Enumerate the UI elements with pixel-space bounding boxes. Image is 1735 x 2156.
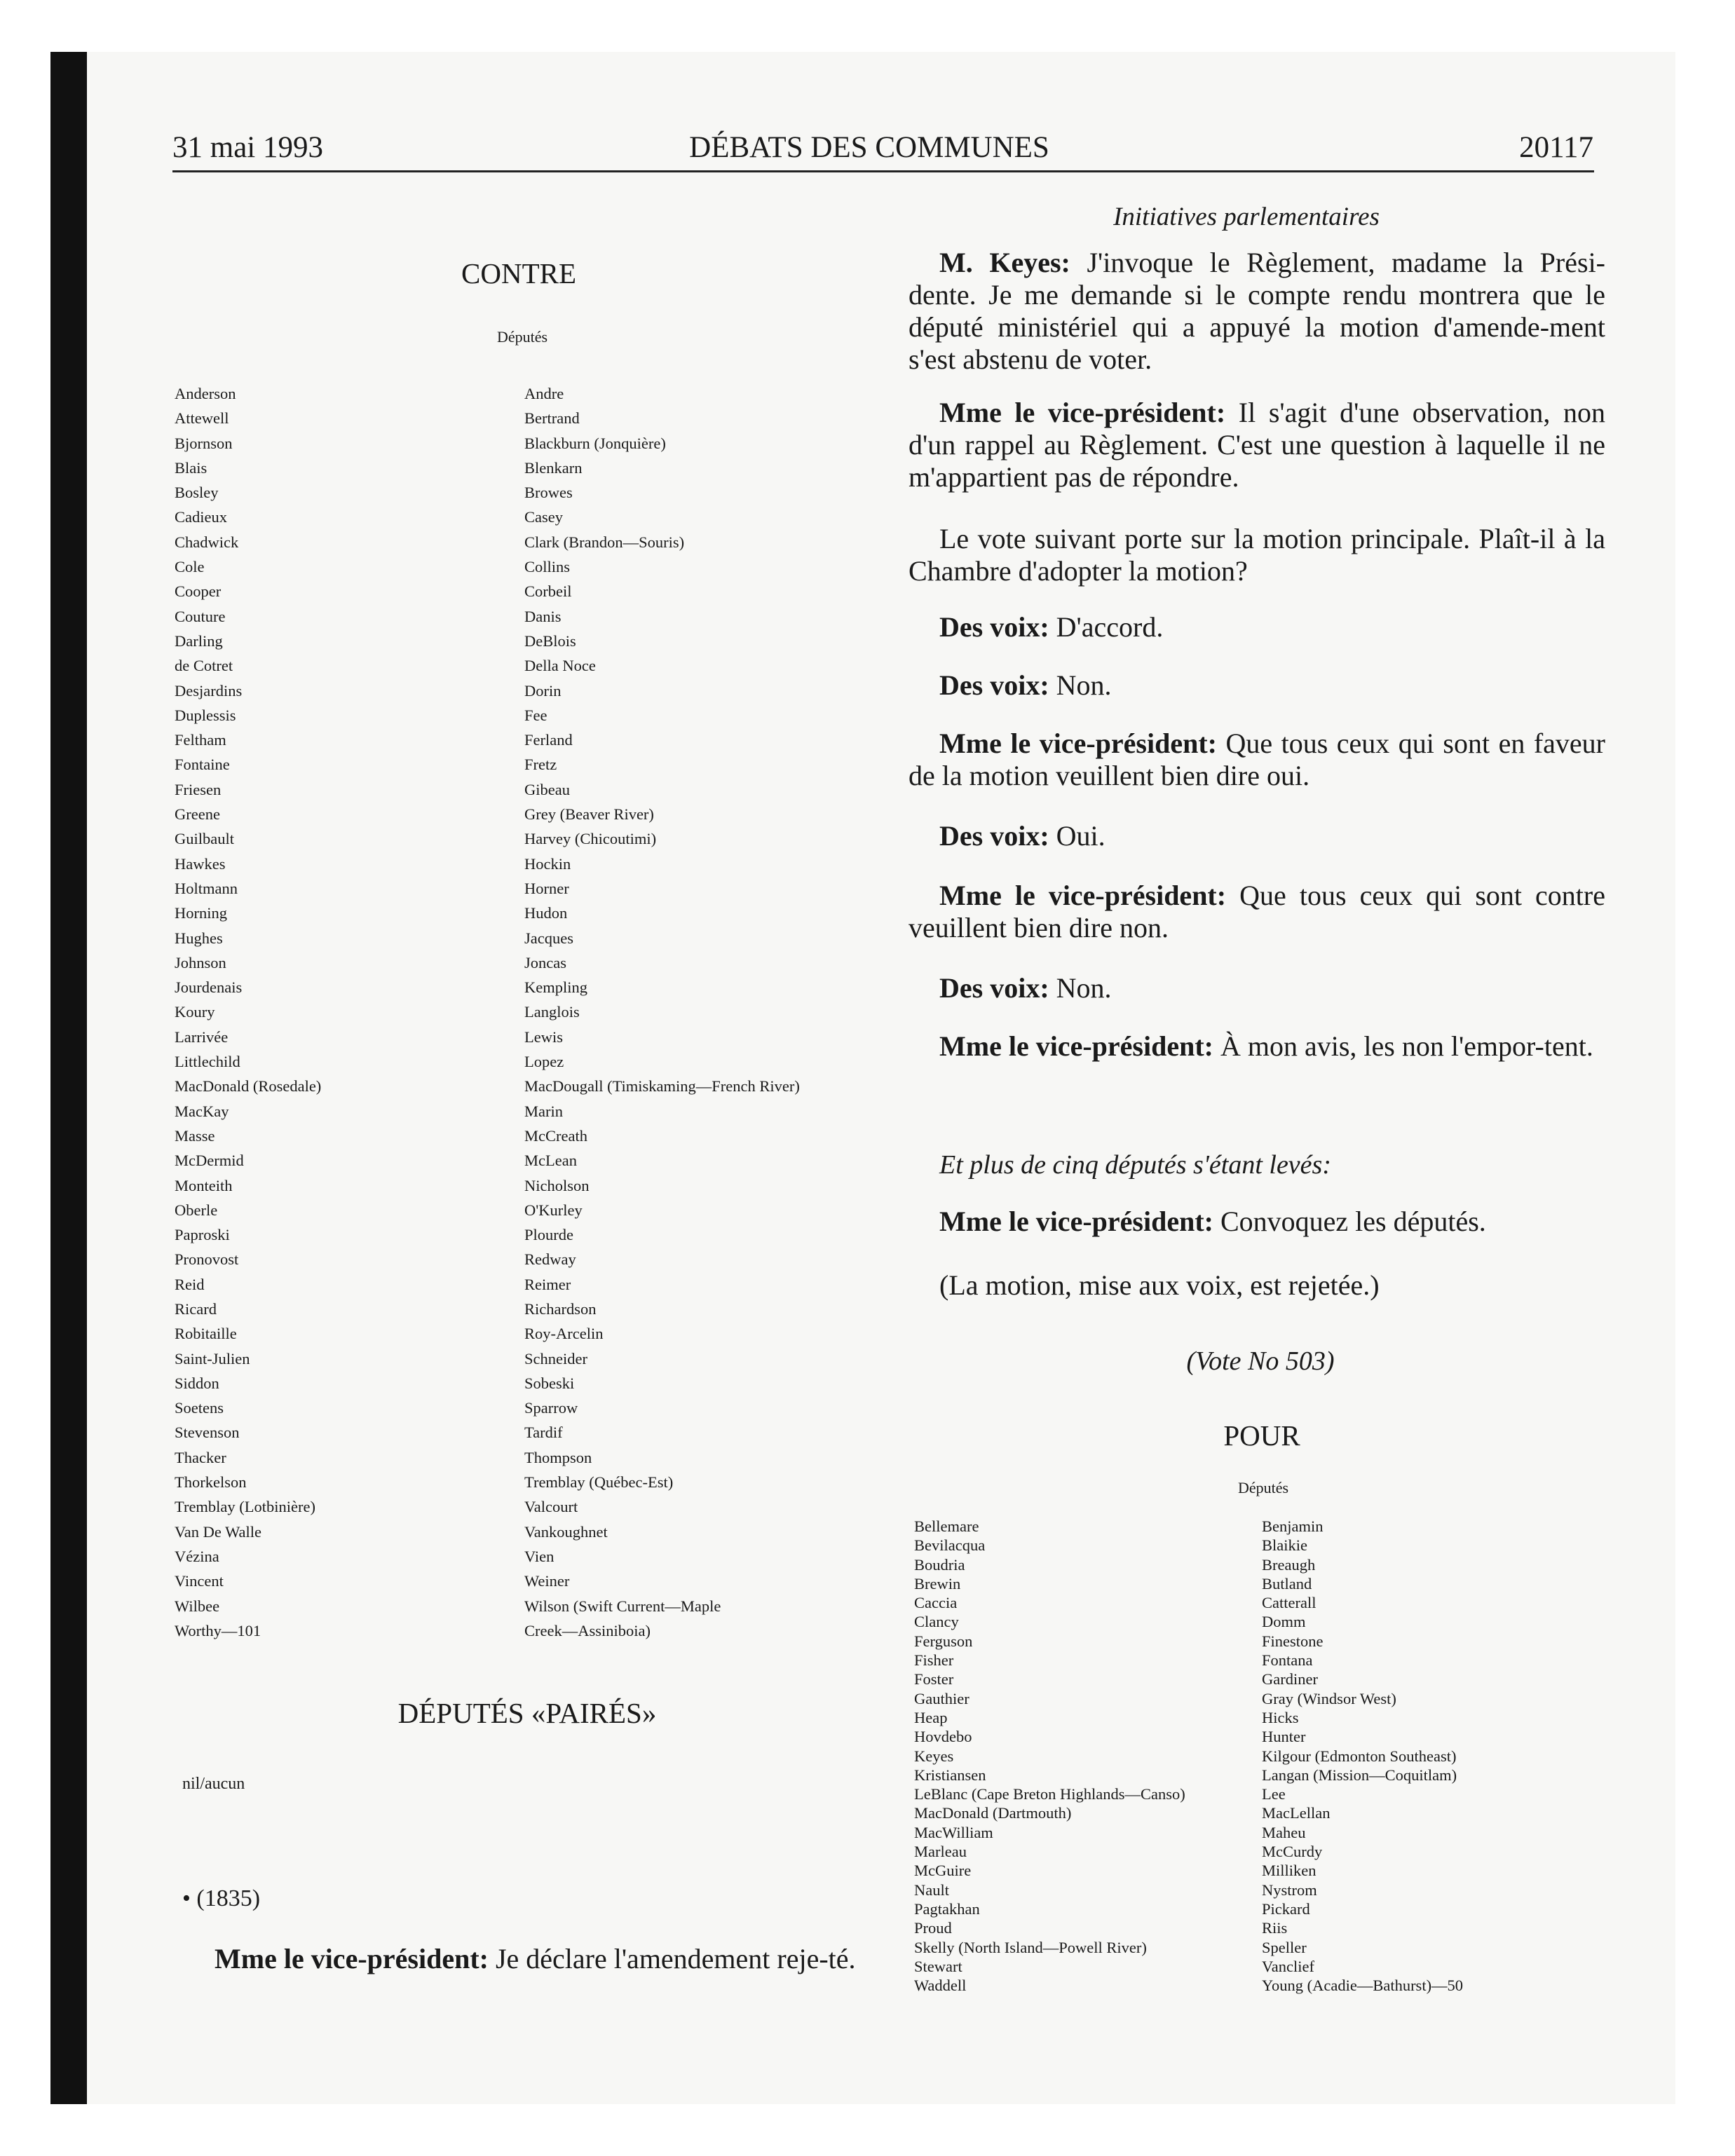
speaker-label: Mme le vice-président: xyxy=(939,880,1227,911)
deputy-name: Duplessis xyxy=(175,706,236,724)
deputy-name: Hockin xyxy=(524,854,571,873)
speaker-label: Mme le vice-président: xyxy=(215,1943,489,1974)
deputy-name: Creek—Assiniboia) xyxy=(524,1621,651,1639)
deputy-name: Gauthier xyxy=(914,1689,969,1707)
deputy-name: Friesen xyxy=(175,780,222,798)
header-title: DÉBATS DES COMMUNES xyxy=(689,131,1049,164)
deputy-name: Foster xyxy=(914,1670,954,1688)
deputy-name: MacLellan xyxy=(1262,1804,1331,1822)
paires-heading: DÉPUTÉS «PAIRÉS» xyxy=(397,1697,657,1729)
deputy-name: Gardiner xyxy=(1262,1670,1318,1688)
deputy-name: MacDougall (Timiskaming—French River) xyxy=(524,1077,800,1096)
deputy-name: Larrivée xyxy=(175,1028,229,1046)
deputy-name: Ferguson xyxy=(914,1632,973,1650)
deputy-name: Ferland xyxy=(524,731,573,749)
dialogue-paragraph xyxy=(909,523,1605,587)
deputy-name: Caccia xyxy=(914,1594,958,1612)
deputy-name: Young (Acadie—Bathurst)—50 xyxy=(1262,1977,1464,1995)
deputy-name: Grey (Beaver River) xyxy=(524,805,654,824)
dialogue-paragraph xyxy=(909,972,1605,1004)
deputy-name: Marleau xyxy=(914,1843,967,1861)
speaker-label: Des voix: xyxy=(939,972,1049,1004)
deputy-name: Heap xyxy=(914,1708,948,1726)
speech-text: Le vote suivant porte sur la motion principale. Plaît-il à la Chambre d'adopter la motion? xyxy=(909,523,1605,587)
deputy-name: Marin xyxy=(524,1102,563,1120)
deputy-name: Hughes xyxy=(175,929,223,947)
pour-list-col2 xyxy=(1262,1517,1463,1995)
deputy-name: Langan (Mission—Coquitlam) xyxy=(1262,1766,1457,1784)
deputy-name: Waddell xyxy=(914,1977,967,1995)
deputy-name: Hawkes xyxy=(175,854,226,873)
deputy-name: Jacques xyxy=(524,929,573,947)
dialogue-paragraph xyxy=(909,820,1605,852)
contre-subheading: Députés xyxy=(496,328,548,346)
deputy-name: Casey xyxy=(524,508,563,526)
speaker-label: Mme le vice-président: xyxy=(939,397,1226,428)
deputy-name: Lopez xyxy=(524,1053,564,1071)
speech-text: Oui. xyxy=(1049,820,1105,852)
deputy-name: Hunter xyxy=(1262,1728,1306,1746)
pour-subheading: Députés xyxy=(1237,1479,1289,1496)
deputy-name: Wilson (Swift Current—Maple xyxy=(524,1597,721,1615)
deputy-name: O'Kurley xyxy=(524,1201,583,1219)
left-closing-paragraph xyxy=(185,1943,885,1975)
motion-result: (La motion, mise aux voix, est rejetée.) xyxy=(939,1269,1380,1301)
deputy-name: Greene xyxy=(175,805,220,824)
deputy-name: Boudria xyxy=(914,1555,965,1574)
dialogue-paragraph xyxy=(909,247,1605,376)
deputy-name: McDermid xyxy=(175,1152,244,1170)
speaker-label: Mme le vice-président: xyxy=(939,728,1217,759)
deputy-name: Paproski xyxy=(175,1226,230,1244)
deputy-name: Desjardins xyxy=(175,681,243,700)
deputy-name: Robitaille xyxy=(175,1325,237,1343)
deputy-name: Wilbee xyxy=(175,1597,220,1615)
deputy-name: Collins xyxy=(524,558,571,576)
deputy-name: Blais xyxy=(175,458,207,477)
time-marker: • (1835) xyxy=(182,1885,261,1911)
pour-heading: POUR xyxy=(1223,1419,1300,1452)
deputy-name: Koury xyxy=(175,1003,215,1021)
deputy-name: Maheu xyxy=(1262,1823,1306,1841)
deputy-name: Redway xyxy=(524,1250,576,1269)
deputy-name: Ricard xyxy=(175,1299,217,1318)
speech-text: Il s'agit d'une observation, non d'un rappel au Règlement. C'est une question à laquelle il ne m'appartient pas de répondre. xyxy=(909,397,1605,493)
deputy-name: McCurdy xyxy=(1262,1843,1323,1861)
deputy-name: Milliken xyxy=(1262,1862,1316,1880)
stage-direction: Et plus de cinq députés s'étant levés: xyxy=(939,1150,1331,1180)
deputy-name: Joncas xyxy=(524,953,566,971)
header-rule xyxy=(172,170,1594,172)
deputy-name: Attewell xyxy=(175,409,229,428)
deputy-name: Valcourt xyxy=(524,1498,578,1516)
section-title: Initiatives parlementaires xyxy=(1113,203,1380,231)
deputy-name: MacKay xyxy=(175,1102,229,1120)
deputy-name: Plourde xyxy=(524,1226,573,1244)
deputy-name: McCreath xyxy=(524,1126,587,1145)
dialogue-paragraph xyxy=(909,669,1605,702)
deputy-name: Tremblay (Lotbinière) xyxy=(175,1498,315,1516)
contre-list-col1 xyxy=(175,381,321,1643)
deputy-name: Keyes xyxy=(914,1747,954,1765)
deputy-name: Speller xyxy=(1262,1938,1307,1956)
deputy-name: Stewart xyxy=(914,1957,962,1975)
deputy-name: Domm xyxy=(1262,1613,1306,1631)
paires-text: nil/aucun xyxy=(182,1775,245,1793)
deputy-name: MacDonald (Rosedale) xyxy=(175,1077,322,1096)
dialogue-paragraph xyxy=(909,397,1605,493)
deputy-name: Roy-Arcelin xyxy=(524,1325,604,1343)
deputy-name: Hicks xyxy=(1262,1708,1299,1726)
deputy-name: Worthy—101 xyxy=(175,1621,261,1639)
deputy-name: Proud xyxy=(914,1919,952,1937)
deputy-name: Holtmann xyxy=(175,879,238,897)
deputy-name: Soetens xyxy=(175,1399,224,1417)
deputy-name: Horner xyxy=(524,879,569,897)
dialogue-paragraph xyxy=(909,728,1605,792)
deputy-name: Bosley xyxy=(175,484,219,502)
deputy-name: Della Noce xyxy=(524,657,596,675)
deputy-name: Kristiansen xyxy=(914,1766,986,1784)
speech-text: Que tous ceux qui sont contre veuillent bien dire non. xyxy=(909,880,1605,943)
deputy-name: Fisher xyxy=(914,1651,954,1670)
deputy-name: Nault xyxy=(914,1881,949,1899)
deputy-name: Butland xyxy=(1262,1574,1312,1592)
dialogue-paragraph xyxy=(909,1030,1605,1063)
contre-heading: CONTRE xyxy=(461,257,576,289)
deputy-name: Blenkarn xyxy=(524,458,583,477)
deputy-name: Reid xyxy=(175,1275,205,1293)
deputy-name: Corbeil xyxy=(524,582,572,601)
deputy-name: Oberle xyxy=(175,1201,218,1219)
vote-number: (Vote No 503) xyxy=(1186,1346,1335,1376)
deputy-name: LeBlanc (Cape Breton Highlands—Canso) xyxy=(914,1785,1185,1803)
convoquez-paragraph xyxy=(909,1206,1605,1238)
deputy-name: Fee xyxy=(524,706,547,724)
deputy-name: Gray (Windsor West) xyxy=(1262,1689,1396,1707)
deputy-name: Tardif xyxy=(524,1424,563,1442)
deputy-name: Jourdenais xyxy=(175,978,243,997)
deputy-name: Danis xyxy=(524,607,562,625)
speaker-label: Mme le vice-président: xyxy=(939,1030,1213,1062)
deputy-name: Vien xyxy=(524,1547,554,1565)
dialogue-paragraph xyxy=(909,611,1605,643)
speaker-label: Mme le vice-président: xyxy=(939,1206,1213,1237)
deputy-name: Catterall xyxy=(1262,1594,1316,1612)
deputy-name: Thompson xyxy=(524,1448,592,1466)
deputy-name: Benjamin xyxy=(1262,1517,1324,1535)
pour-list-col1 xyxy=(914,1517,1185,1995)
deputy-name: de Cotret xyxy=(175,657,233,675)
speaker-label: Des voix: xyxy=(939,611,1049,643)
header-date: 31 mai 1993 xyxy=(172,131,323,164)
deputy-name: Tremblay (Québec-Est) xyxy=(524,1473,674,1492)
deputy-name: Langlois xyxy=(524,1003,580,1021)
deputy-name: Clancy xyxy=(914,1613,959,1631)
deputy-name: DeBlois xyxy=(524,632,576,650)
deputy-name: Thorkelson xyxy=(175,1473,247,1492)
deputy-name: Richardson xyxy=(524,1299,597,1318)
deputy-name: Guilbault xyxy=(175,830,234,848)
deputy-name: Sparrow xyxy=(524,1399,578,1417)
speech-text: Non. xyxy=(1049,972,1112,1004)
speech-text: Je déclare l'amendement reje-té. xyxy=(488,1943,856,1974)
deputy-name: Vankoughnet xyxy=(524,1522,608,1541)
deputy-name: Monteith xyxy=(175,1176,233,1194)
deputy-name: Riis xyxy=(1262,1919,1288,1937)
deputy-name: Feltham xyxy=(175,731,226,749)
deputy-name: Gibeau xyxy=(524,780,570,798)
deputy-name: Browes xyxy=(524,484,573,502)
deputy-name: Clark (Brandon—Souris) xyxy=(524,533,685,551)
dialogue-paragraph xyxy=(909,880,1605,944)
deputy-name: Kempling xyxy=(524,978,587,997)
deputy-name: Pagtakhan xyxy=(914,1899,980,1918)
deputy-name: Bellemare xyxy=(914,1517,979,1535)
deputy-name: Horning xyxy=(175,904,227,922)
deputy-name: MacDonald (Dartmouth) xyxy=(914,1804,1072,1822)
deputy-name: Skelly (North Island—Powell River) xyxy=(914,1938,1147,1956)
contre-list-col2 xyxy=(524,381,800,1643)
deputy-name: Finestone xyxy=(1262,1632,1324,1650)
deputy-name: Fontaine xyxy=(175,756,230,774)
deputy-name: Van De Walle xyxy=(175,1522,261,1541)
deputy-name: Fretz xyxy=(524,756,557,774)
deputy-name: MacWilliam xyxy=(914,1823,993,1841)
deputy-name: Thacker xyxy=(175,1448,226,1466)
speech-text: À mon avis, les non l'empor-tent. xyxy=(1213,1030,1593,1062)
deputy-name: Hovdebo xyxy=(914,1728,972,1746)
deputy-name: Pickard xyxy=(1262,1899,1310,1918)
speech-text: Convoquez les députés. xyxy=(1213,1206,1486,1237)
deputy-name: Hudon xyxy=(524,904,568,922)
deputy-name: Vézina xyxy=(175,1547,219,1565)
deputy-name: Bevilacqua xyxy=(914,1536,986,1555)
speech-text: Non. xyxy=(1049,669,1112,701)
deputy-name: Kilgour (Edmonton Southeast) xyxy=(1262,1747,1457,1765)
deputy-name: Masse xyxy=(175,1126,215,1145)
deputy-name: Brewin xyxy=(914,1574,961,1592)
page-number: 20117 xyxy=(1519,131,1593,164)
speech-text: J'invoque le Règlement, madame la Prési-dente. Je me demande si le compte rendu montrera que le député ministériel qui a appuyé la motion d'amende-ment s'est abstenu de voter. xyxy=(909,247,1605,375)
deputy-name: Harvey (Chicoutimi) xyxy=(524,830,657,848)
deputy-name: Breaugh xyxy=(1262,1555,1316,1574)
deputy-name: Blackburn (Jonquière) xyxy=(524,434,666,452)
deputy-name: Chadwick xyxy=(175,533,239,551)
deputy-name: Bertrand xyxy=(524,409,580,428)
deputy-name: Darling xyxy=(175,632,223,650)
speech-text: Que tous ceux qui sont en faveur de la motion veuillent bien dire oui. xyxy=(909,728,1605,791)
deputy-name: Stevenson xyxy=(175,1424,240,1442)
speaker-label: Des voix: xyxy=(939,820,1049,852)
deputy-name: Bjornson xyxy=(175,434,233,452)
deputy-name: Weiner xyxy=(524,1572,570,1590)
deputy-name: Littlechild xyxy=(175,1053,240,1071)
deputy-name: Couture xyxy=(175,607,226,625)
speaker-label: Des voix: xyxy=(939,669,1049,701)
deputy-name: Dorin xyxy=(524,681,562,700)
deputy-name: Fontana xyxy=(1262,1651,1313,1670)
deputy-name: Siddon xyxy=(175,1374,219,1392)
deputy-name: Johnson xyxy=(175,953,226,971)
deputy-name: Vanclief xyxy=(1262,1957,1314,1975)
deputy-name: Lewis xyxy=(524,1028,563,1046)
deputy-name: Saint-Julien xyxy=(175,1349,250,1367)
deputy-name: Andre xyxy=(524,385,564,402)
deputy-name: Nicholson xyxy=(524,1176,590,1194)
binding-edge-shadow xyxy=(50,52,87,2104)
deputy-name: McLean xyxy=(524,1152,577,1170)
deputy-name: Lee xyxy=(1262,1785,1286,1803)
speech-text: D'accord. xyxy=(1049,611,1164,643)
deputy-name: Schneider xyxy=(524,1349,587,1367)
deputy-name: Blaikie xyxy=(1262,1536,1307,1555)
deputy-name: Reimer xyxy=(524,1275,571,1293)
deputy-name: Anderson xyxy=(175,385,236,402)
deputy-name: Nystrom xyxy=(1262,1881,1317,1899)
speaker-label: M. Keyes: xyxy=(939,247,1070,278)
deputy-name: Cole xyxy=(175,558,205,576)
deputy-name: Pronovost xyxy=(175,1250,239,1269)
deputy-name: Sobeski xyxy=(524,1374,575,1392)
deputy-name: McGuire xyxy=(914,1862,972,1880)
deputy-name: Cooper xyxy=(175,582,222,601)
deputy-name: Vincent xyxy=(175,1572,224,1590)
deputy-name: Cadieux xyxy=(175,508,227,526)
